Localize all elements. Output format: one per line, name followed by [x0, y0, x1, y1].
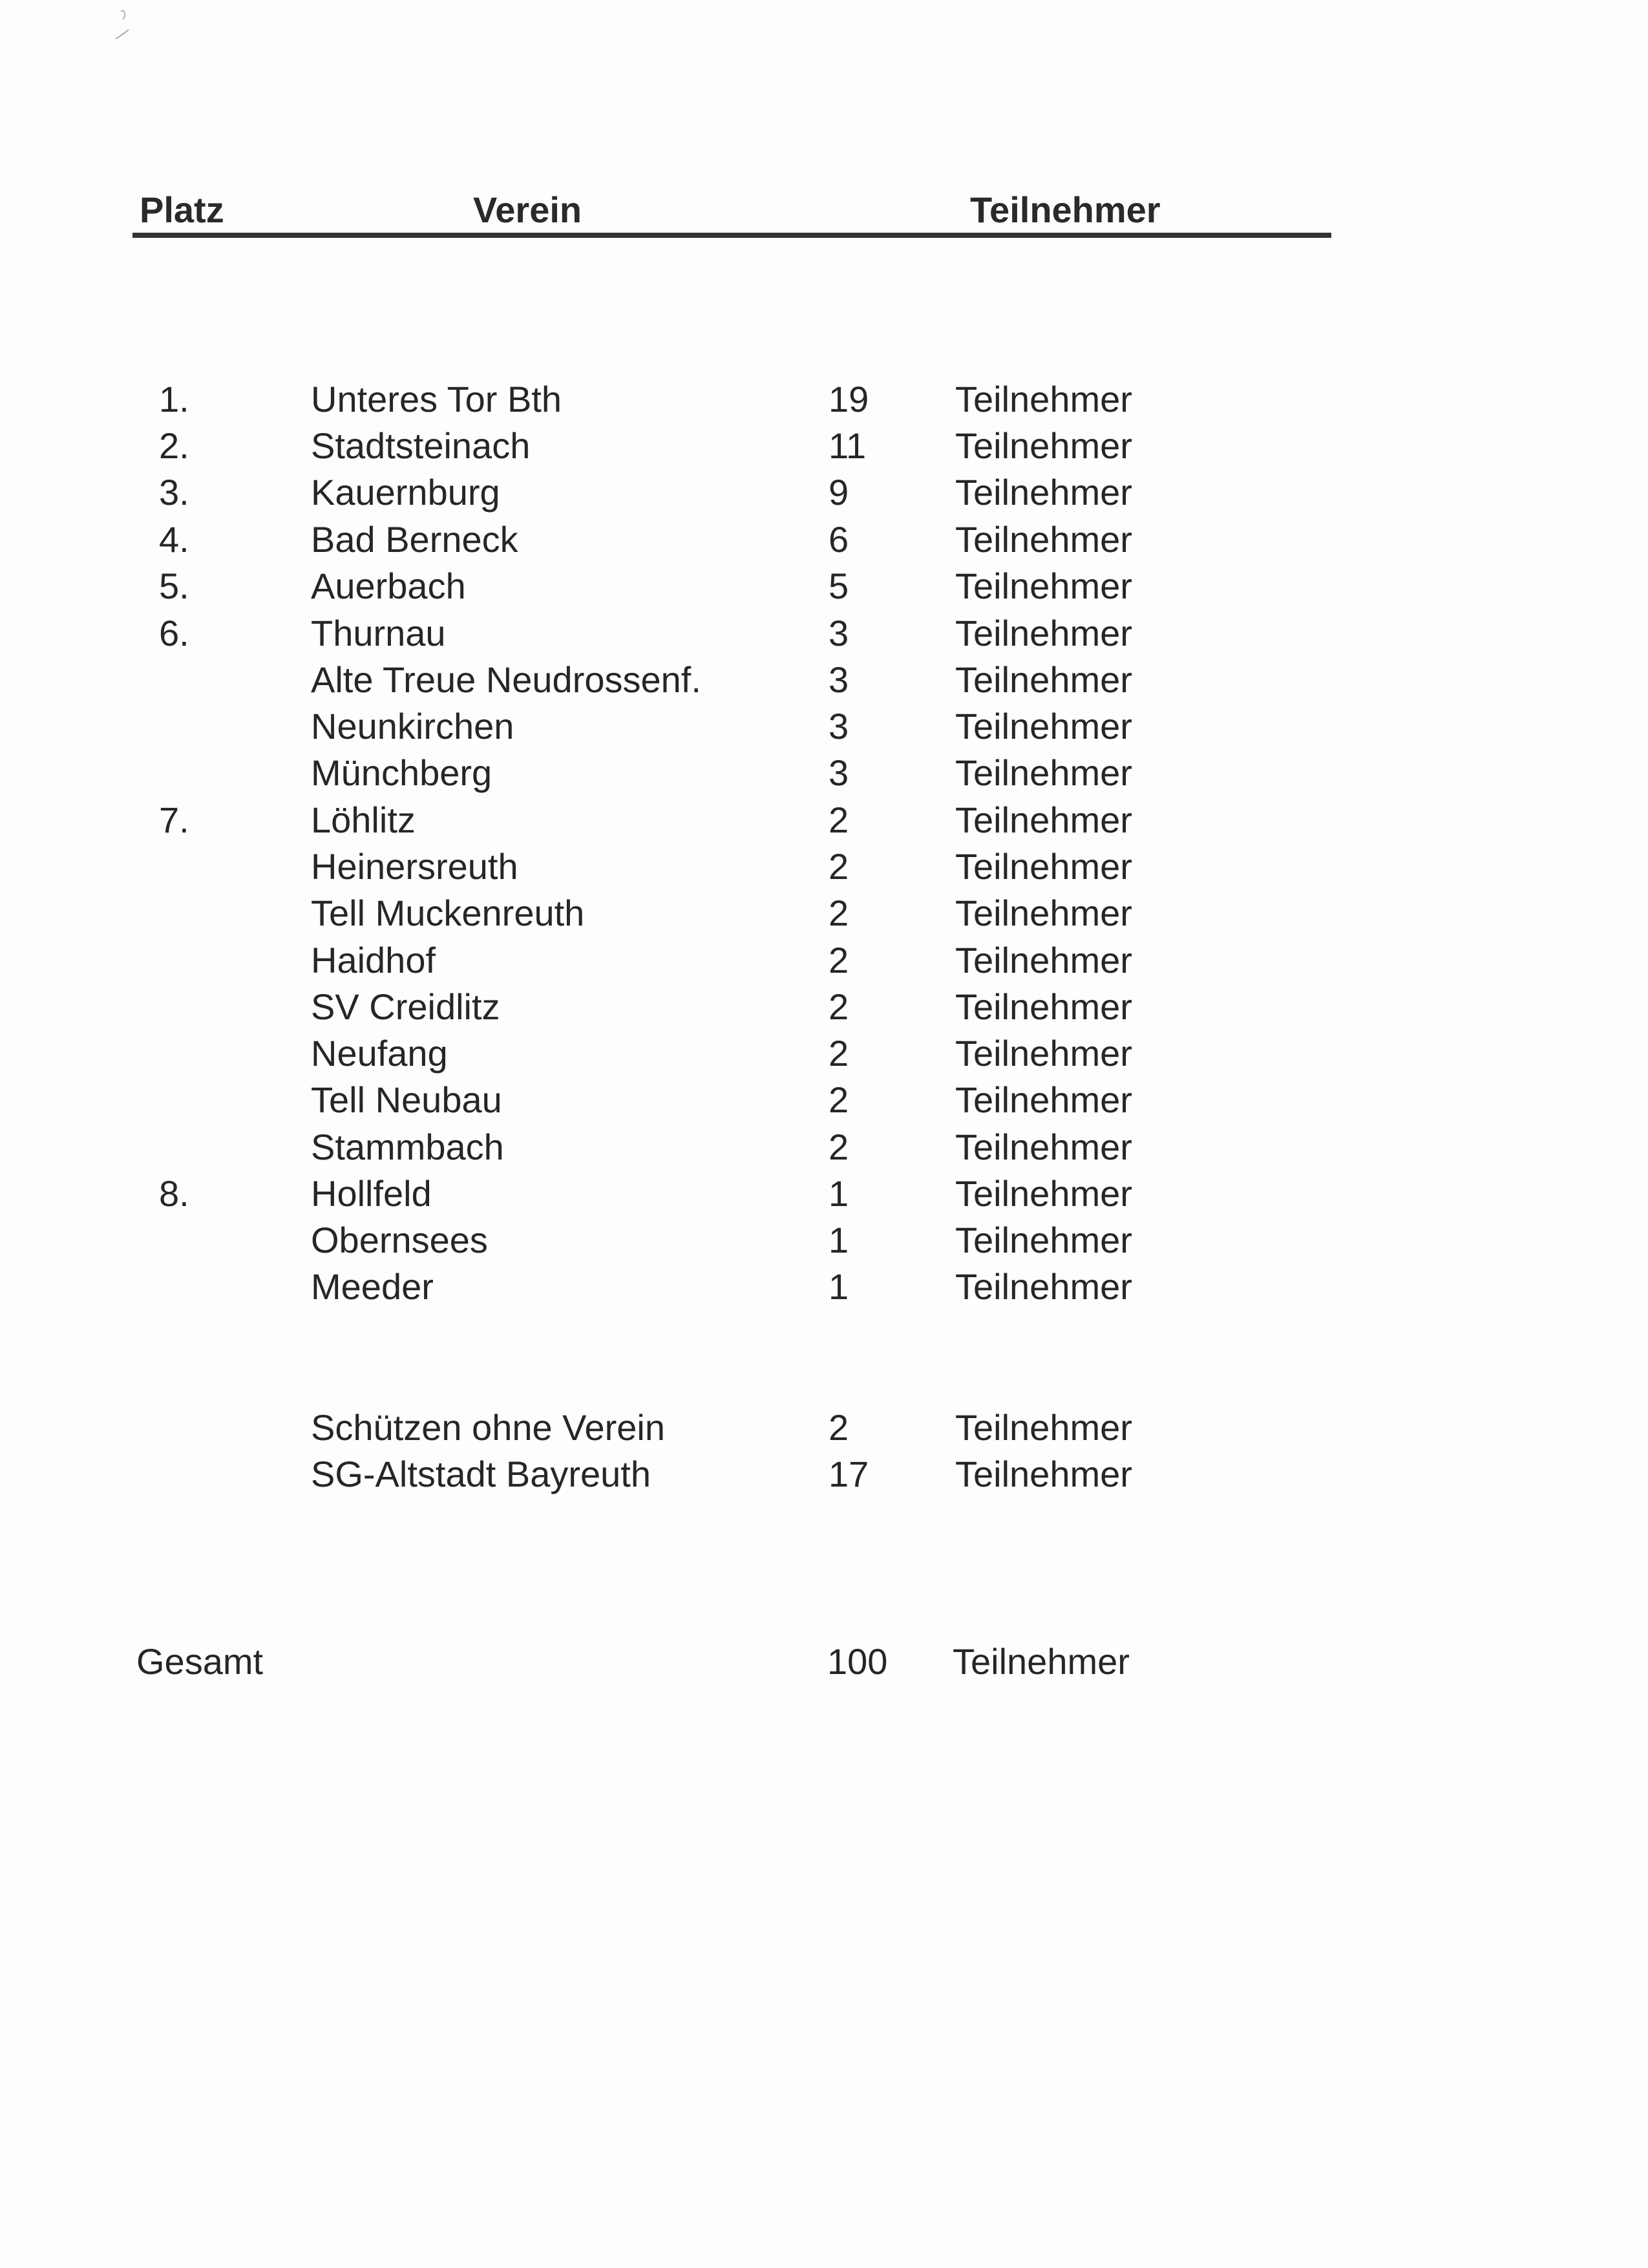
- extra-count: 17: [829, 1454, 869, 1494]
- row-unit: Teilnehmer: [955, 846, 1132, 887]
- table-row: [0, 703, 1648, 750]
- extra-count: 2: [829, 1407, 849, 1448]
- row-platz: 1.: [159, 379, 189, 419]
- row-verein: Haidhof: [311, 940, 436, 980]
- row-verein: Stadtsteinach: [311, 425, 531, 466]
- row-platz: 6.: [159, 613, 189, 653]
- row-count: 2: [829, 1127, 849, 1167]
- table-row: [0, 1124, 1648, 1171]
- row-verein: Kauernburg: [311, 472, 500, 513]
- row-unit: Teilnehmer: [955, 986, 1132, 1027]
- row-verein: Alte Treue Neudrossenf.: [311, 659, 701, 700]
- row-unit: Teilnehmer: [955, 940, 1132, 980]
- row-verein: Unteres Tor Bth: [311, 379, 562, 419]
- table-row: [0, 563, 1648, 609]
- row-unit: Teilnehmer: [955, 425, 1132, 466]
- row-unit: Teilnehmer: [955, 379, 1132, 419]
- row-verein: SV Creidlitz: [311, 986, 500, 1027]
- extra-unit: Teilnehmer: [955, 1454, 1132, 1494]
- row-unit: Teilnehmer: [955, 1127, 1132, 1167]
- table-row: [0, 1077, 1648, 1123]
- table-row: [0, 1217, 1648, 1264]
- header-teilnehmer: Teilnehmer: [970, 189, 1161, 230]
- row-unit: Teilnehmer: [955, 800, 1132, 840]
- row-verein: Löhlitz: [311, 800, 416, 840]
- table-row: [0, 890, 1648, 937]
- row-count: 1: [829, 1220, 849, 1260]
- row-count: 3: [829, 752, 849, 793]
- row-count: 2: [829, 986, 849, 1027]
- row-count: 6: [829, 519, 849, 560]
- row-verein: Meeder: [311, 1266, 434, 1307]
- row-count: 2: [829, 940, 849, 980]
- row-count: 2: [829, 846, 849, 887]
- row-unit: Teilnehmer: [955, 613, 1132, 653]
- row-verein: Neunkirchen: [311, 706, 514, 747]
- table-row: [0, 610, 1648, 657]
- table-row: [0, 937, 1648, 984]
- row-unit: Teilnehmer: [955, 472, 1132, 513]
- row-count: 2: [829, 893, 849, 933]
- row-count: 1: [829, 1173, 849, 1214]
- row-count: 2: [829, 1079, 849, 1120]
- row-verein: Auerbach: [311, 566, 466, 606]
- extra-unit: Teilnehmer: [955, 1407, 1132, 1448]
- table-row: [0, 750, 1648, 796]
- row-verein: Stammbach: [311, 1127, 504, 1167]
- table-row: [0, 657, 1648, 703]
- row-verein: Tell Muckenreuth: [311, 893, 585, 933]
- extra-row: [0, 1451, 1648, 1498]
- row-verein: Hollfeld: [311, 1173, 432, 1214]
- extra-verein: Schützen ohne Verein: [311, 1407, 665, 1448]
- row-unit: Teilnehmer: [955, 1033, 1132, 1074]
- row-unit: Teilnehmer: [955, 1173, 1132, 1214]
- table-row: [0, 423, 1648, 469]
- total-count: 100: [827, 1641, 888, 1682]
- table-row: [0, 984, 1648, 1030]
- table-row: [0, 1171, 1648, 1217]
- row-count: 9: [829, 472, 849, 513]
- row-verein: Heinersreuth: [311, 846, 518, 887]
- row-unit: Teilnehmer: [955, 566, 1132, 606]
- table-row: [0, 1030, 1648, 1077]
- total-label: Gesamt: [136, 1641, 264, 1682]
- table-row: [0, 516, 1648, 563]
- row-count: 19: [829, 379, 869, 419]
- row-verein: Neufang: [311, 1033, 448, 1074]
- row-unit: Teilnehmer: [955, 752, 1132, 793]
- row-verein: Münchberg: [311, 752, 492, 793]
- extra-row: [0, 1404, 1648, 1451]
- row-count: 1: [829, 1266, 849, 1307]
- row-platz: 8.: [159, 1173, 189, 1214]
- row-platz: 5.: [159, 566, 189, 606]
- row-unit: Teilnehmer: [955, 519, 1132, 560]
- row-platz: 2.: [159, 425, 189, 466]
- row-unit: Teilnehmer: [955, 1220, 1132, 1260]
- row-verein: Bad Berneck: [311, 519, 518, 560]
- table-row: [0, 843, 1648, 890]
- row-count: 3: [829, 706, 849, 747]
- row-verein: Tell Neubau: [311, 1079, 502, 1120]
- table-row: [0, 469, 1648, 516]
- table-row: [0, 1264, 1648, 1310]
- table-row: [0, 376, 1648, 423]
- row-count: 5: [829, 566, 849, 606]
- row-unit: Teilnehmer: [955, 893, 1132, 933]
- row-count: 11: [829, 425, 867, 466]
- row-unit: Teilnehmer: [955, 706, 1132, 747]
- total-row: [0, 1638, 1648, 1685]
- total-unit: Teilnehmer: [953, 1641, 1130, 1682]
- header-platz: Platz: [140, 189, 224, 230]
- row-platz: 4.: [159, 519, 189, 560]
- row-count: 3: [829, 613, 849, 653]
- table-row: [0, 797, 1648, 843]
- header-verein: Verein: [473, 189, 582, 230]
- row-verein: Obernsees: [311, 1220, 488, 1260]
- row-platz: 3.: [159, 472, 189, 513]
- row-platz: 7.: [159, 800, 189, 840]
- extra-verein: SG-Altstadt Bayreuth: [311, 1454, 651, 1494]
- row-unit: Teilnehmer: [955, 1266, 1132, 1307]
- row-verein: Thurnau: [311, 613, 446, 653]
- row-count: 2: [829, 800, 849, 840]
- row-count: 3: [829, 659, 849, 700]
- row-unit: Teilnehmer: [955, 1079, 1132, 1120]
- row-unit: Teilnehmer: [955, 659, 1132, 700]
- row-count: 2: [829, 1033, 849, 1074]
